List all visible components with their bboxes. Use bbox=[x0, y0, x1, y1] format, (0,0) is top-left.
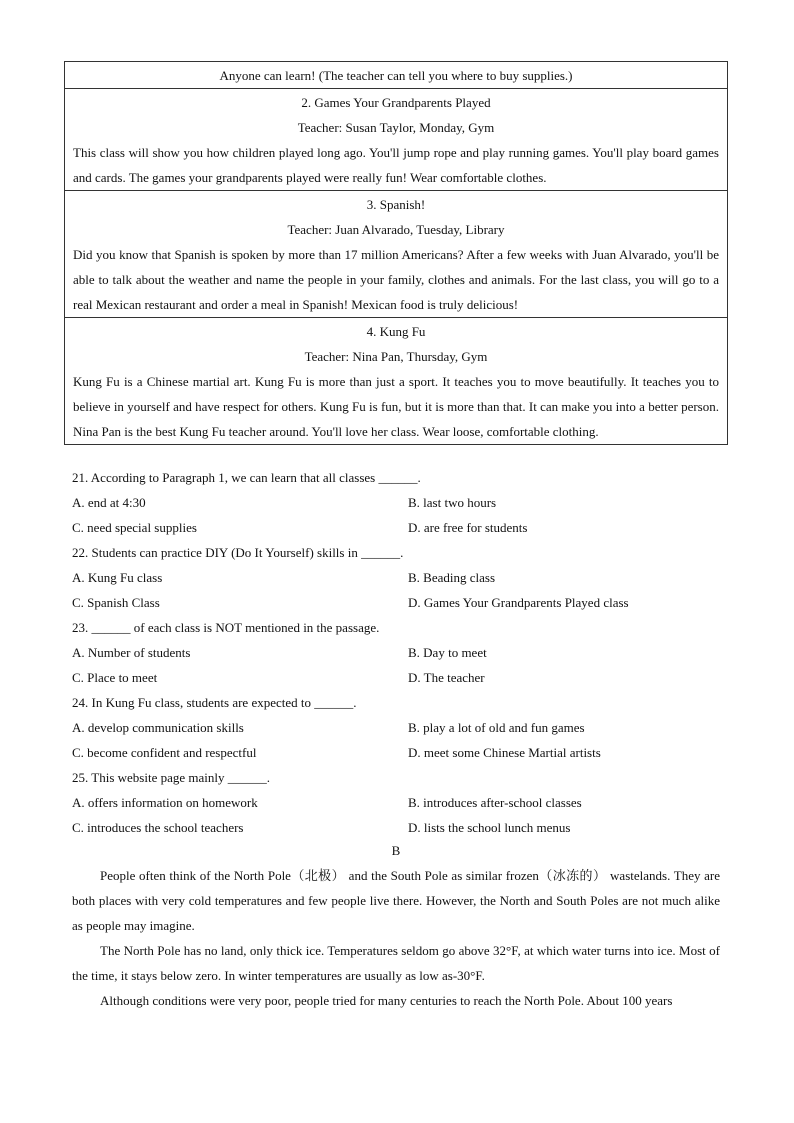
option-c: C. need special supplies bbox=[72, 520, 197, 535]
option-a: A. end at 4:30 bbox=[72, 495, 146, 510]
question-stem: 23. ______ of each class is NOT mentioned in the passage. bbox=[72, 620, 380, 635]
option-d: D. meet some Chinese Martial artists bbox=[408, 745, 601, 760]
option-c: C. Place to meet bbox=[72, 670, 158, 685]
option-d: D. Games Your Grandparents Played class bbox=[408, 595, 629, 610]
class-teacher: Teacher: Susan Taylor, Monday, Gym bbox=[297, 120, 495, 135]
option-b: B. play a lot of old and fun games bbox=[408, 720, 585, 735]
option-c: C. become confident and respectful bbox=[72, 745, 257, 760]
question-21 bbox=[72, 465, 732, 540]
option-row bbox=[72, 790, 732, 815]
option-row bbox=[72, 490, 732, 515]
class-table bbox=[64, 61, 728, 445]
option-a: A. Kung Fu class bbox=[72, 570, 163, 585]
table-intro-cell bbox=[65, 62, 727, 88]
option-d: D. lists the school lunch menus bbox=[408, 820, 571, 835]
class-description: Kung Fu is a Chinese martial art. Kung Fu is more than just a sport. It teaches you to move beautifully. It teaches you to believe in yourself and have respect for others. Kung Fu is fun, but it is more than that. It can make you into a better person. Nina Pan is the best Kung Fu teacher around. You'll love her class. Wear loose, comfortable clothing. bbox=[73, 374, 719, 439]
option-b: B. last two hours bbox=[408, 495, 497, 510]
section-letter: B bbox=[391, 843, 401, 858]
option-d: D. The teacher bbox=[408, 670, 485, 685]
option-row bbox=[72, 590, 732, 615]
option-row bbox=[72, 715, 732, 740]
option-row bbox=[72, 740, 732, 765]
option-row bbox=[72, 565, 732, 590]
option-b: B. Day to meet bbox=[408, 645, 487, 660]
option-d: D. are free for students bbox=[408, 520, 528, 535]
question-24 bbox=[72, 690, 732, 765]
question-stem: 24. In Kung Fu class, students are expected to ______. bbox=[72, 695, 357, 710]
question-stem: 22. Students can practice DIY (Do It Yourself) skills in ______. bbox=[72, 545, 404, 560]
class-description: Did you know that Spanish is spoken by more than 17 million Americans? After a few weeks with Juan Alvarado, you'll be able to talk about the weather and name the people in your family, clothes and animals. For the last class, you will go to a real Mexican restaurant and order a meal in Spanish! Mexican food is truly delicious! bbox=[73, 247, 719, 312]
option-a: A. Number of students bbox=[72, 645, 191, 660]
class-teacher: Teacher: Juan Alvarado, Tuesday, Library bbox=[287, 222, 505, 237]
class-cell-games bbox=[65, 88, 727, 190]
question-22 bbox=[72, 540, 732, 615]
class-title: 4. Kung Fu bbox=[366, 324, 426, 339]
passage-paragraph: The North Pole has no land, only thick ice. Temperatures seldom go above 32°F, at which water turns into ice. Most of the time, it stays below zero. In winter temperatures are usually as low as-30°F. bbox=[72, 943, 720, 983]
option-c: C. Spanish Class bbox=[72, 595, 160, 610]
class-cell-spanish bbox=[65, 190, 727, 317]
class-description: This class will show you how children played long ago. You'll jump rope and play running games. You'll play board games and cards. The games your grandparents played were really fun! Wear comfortable clothes. bbox=[73, 145, 719, 185]
option-a: A. develop communication skills bbox=[72, 720, 244, 735]
passage-paragraph: Although conditions were very poor, people tried for many centuries to reach the North Pole. About 100 years bbox=[100, 993, 673, 1008]
passage-paragraph: People often think of the North Pole（北极） and the South Pole as similar frozen（冰冻的） wastelands. They are both places with very cold temperatures and few people live there. However, the North and South Poles are not much alike as people may imagine. bbox=[72, 868, 720, 933]
option-row bbox=[72, 640, 732, 665]
question-list bbox=[72, 465, 732, 840]
option-row bbox=[72, 665, 732, 690]
question-stem: 25. This website page mainly ______. bbox=[72, 770, 270, 785]
table-intro-text: Anyone can learn! (The teacher can tell you where to buy supplies.) bbox=[219, 68, 573, 83]
question-25 bbox=[72, 765, 732, 840]
question-23 bbox=[72, 615, 732, 690]
class-cell-kungfu bbox=[65, 317, 727, 444]
class-title: 3. Spanish! bbox=[366, 197, 426, 212]
option-a: A. offers information on homework bbox=[72, 795, 258, 810]
class-title: 2. Games Your Grandparents Played bbox=[301, 95, 491, 110]
option-c: C. introduces the school teachers bbox=[72, 820, 244, 835]
option-b: B. introduces after-school classes bbox=[408, 795, 582, 810]
option-row bbox=[72, 815, 732, 840]
section-b bbox=[72, 838, 720, 1013]
class-teacher: Teacher: Nina Pan, Thursday, Gym bbox=[304, 349, 488, 364]
option-b: B. Beading class bbox=[408, 570, 496, 585]
option-row bbox=[72, 515, 732, 540]
question-stem: 21. According to Paragraph 1, we can learn that all classes ______. bbox=[72, 470, 421, 485]
